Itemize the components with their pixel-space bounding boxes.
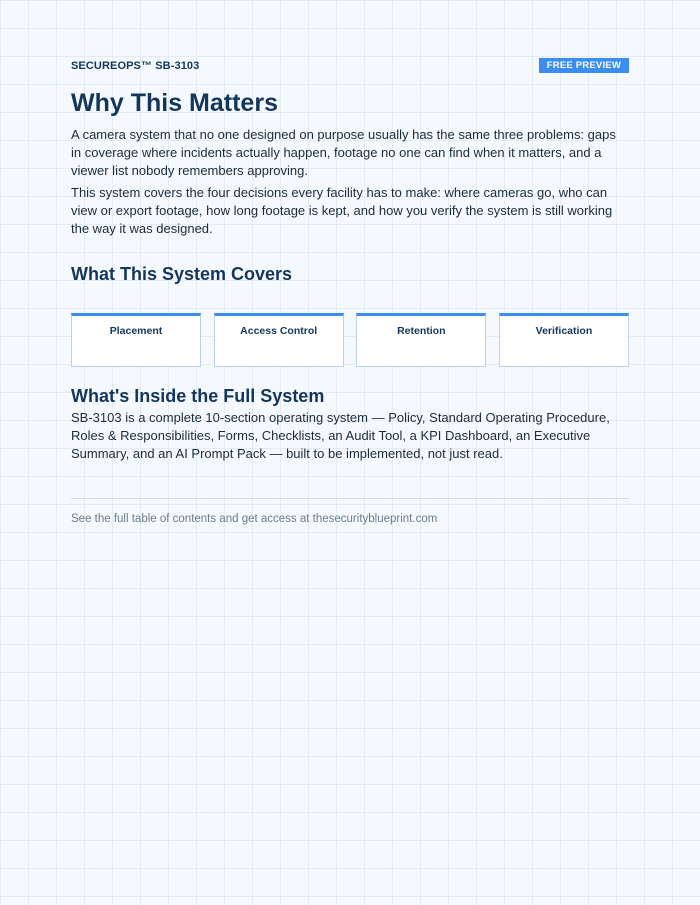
document-header [71,58,629,73]
footer-cta: See the full table of contents and get access at thesecurityblueprint.com [71,513,438,525]
document-code: SECUREOPS™ SB-3103 [71,59,200,72]
covers-cards [71,313,629,367]
divider [71,498,629,499]
intro-paragraph-1: A camera system that no one designed on purpose usually has the same three problems: gaps in coverage where incidents actually happen, footage no one can find when it matters, and a viewer list nobody remembers approving. [71,127,616,178]
card-retention [356,313,486,367]
page-title: Why This Matters [71,89,278,117]
card-verification [499,313,629,367]
card-placement [71,313,201,367]
free-preview-badge: FREE PREVIEW [539,58,629,73]
inside-heading: What's Inside the Full System [71,386,325,406]
inside-paragraph: SB-3103 is a complete 10-section operating system — Policy, Standard Operating Procedure, Roles & Responsibilities, Forms, Checklists, an Audit Tool, a KPI Dashboard, an Executive Summary, and an AI Prompt Pack — built to be implemented, not just read. [71,410,610,461]
card-access-control [214,313,344,367]
card-label: Verification [535,325,593,337]
card-label: Access Control [240,325,318,337]
card-label: Retention [397,325,446,337]
covers-heading: What This System Covers [71,264,293,284]
document-page [71,0,629,527]
intro-paragraph-2: This system covers the four decisions every facility has to make: where cameras go, who can view or export footage, how long footage is kept, and how you verify the system is still working the way it was designed. [71,185,613,236]
card-label: Placement [109,325,163,337]
